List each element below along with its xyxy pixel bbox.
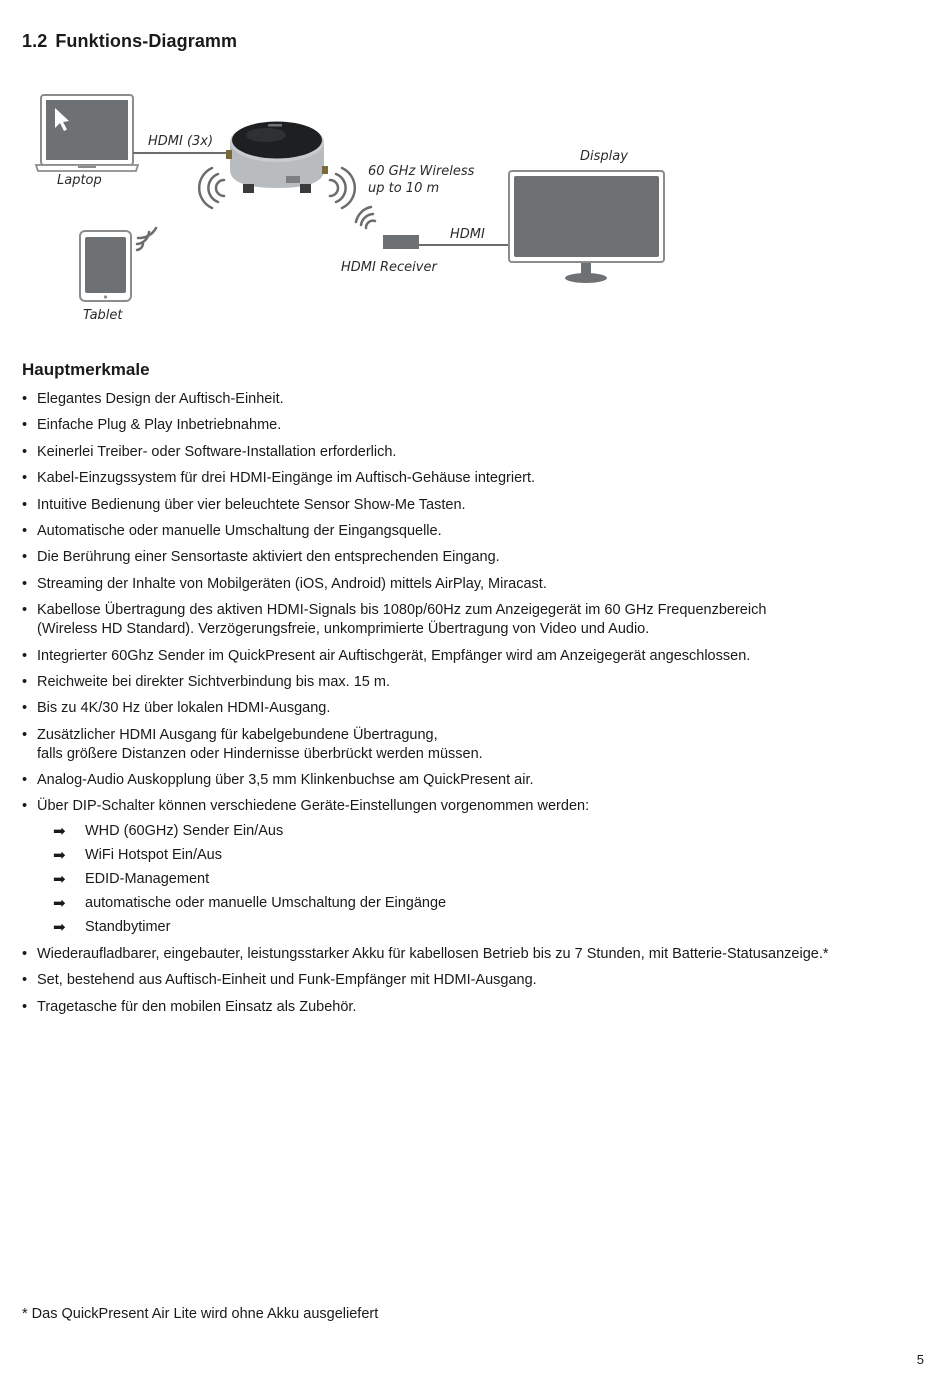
hub-wireless-left-icon <box>199 168 224 208</box>
sub-list-item-text: automatische oder manuelle Umschaltung der Eingänge <box>85 895 447 912</box>
sub-list-item <box>37 918 922 937</box>
sub-list-item-text: WHD (60GHz) Sender Ein/Aus <box>85 823 284 840</box>
list-item-text: Über DIP-Schalter können verschiedene Geräte-Einstellungen vorgenommen werden: <box>37 798 590 815</box>
footnote: * Das QuickPresent Air Lite wird ohne Akku ausgeliefert <box>22 1306 379 1322</box>
sub-list-item-text: EDID-Management <box>85 871 210 888</box>
arrow-right-icon: ➡ <box>53 895 66 913</box>
arrow-right-icon: ➡ <box>53 871 66 889</box>
label-laptop: Laptop <box>57 173 102 188</box>
section-number: 1.2 <box>22 31 48 51</box>
list-item: • Elegantes Design der Auftisch-Einheit. <box>22 390 922 409</box>
arrow-right-icon: ➡ <box>53 823 66 841</box>
label-hdmi: HDMI <box>450 227 485 242</box>
tablet-wireless-icon <box>137 228 156 250</box>
list-item: • Reichweite bei direkter Sichtverbindung bis max. 15 m. <box>22 673 922 692</box>
list-item <box>22 797 922 937</box>
hdmi-receiver-icon <box>383 235 419 249</box>
list-item: • Streaming der Inhalte von Mobilgeräten (iOS, Android) mittels AirPlay, Miracast. <box>22 575 922 594</box>
display-icon <box>509 171 664 283</box>
list-item: • Intuitive Bedienung über vier beleuchtete Sensor Show-Me Tasten. <box>22 496 922 515</box>
receiver-wireless-icon <box>356 207 375 228</box>
page-number: 5 <box>916 1352 924 1367</box>
label-wireless-line2: up to 10 m <box>368 181 440 196</box>
sub-list-item-text: Standbytimer <box>85 919 171 936</box>
list-item: • Keinerlei Treiber- oder Software-Installation erforderlich. <box>22 443 922 462</box>
list-item: • Die Berührung einer Sensortaste aktiviert den entsprechenden Eingang. <box>22 548 922 567</box>
list-item-line: Zusätzlicher HDMI Ausgang für kabelgebundene Übertragung, <box>37 726 438 743</box>
list-item <box>22 726 922 764</box>
list-item: • Analog-Audio Auskopplung über 3,5 mm Klinkenbuchse am QuickPresent air. <box>22 771 922 790</box>
arrow-right-icon: ➡ <box>53 919 66 937</box>
section-title: Funktions-Diagramm <box>55 31 238 51</box>
list-item: • Kabel-Einzugssystem für drei HDMI-Eingänge im Auftisch-Gehäuse integriert. <box>22 469 922 488</box>
sub-list-item-text: WiFi Hotspot Ein/Aus <box>85 847 222 864</box>
list-item-line: Kabellose Übertragung des aktiven HDMI-Signals bis 1080p/60Hz zum Anzeigegerät im 60 GHz Frequenzbereich <box>37 602 767 619</box>
arrow-right-icon: ➡ <box>53 847 66 865</box>
list-item: • Einfache Plug & Play Inbetriebnahme. <box>22 416 922 435</box>
sub-list-item <box>37 846 922 865</box>
sub-list-item <box>37 894 922 913</box>
list-item: • Set, bestehend aus Auftisch-Einheit und Funk-Empfänger mit HDMI-Ausgang. <box>22 971 922 990</box>
list-item-line: falls größere Distanzen oder Hindernisse überbrückt werden müssen. <box>37 745 483 762</box>
features-title: Hauptmerkmale <box>22 360 150 379</box>
list-item <box>22 601 922 639</box>
features-list <box>22 390 922 1024</box>
dip-switch-list <box>37 822 922 937</box>
label-hdmi-receiver: HDMI Receiver <box>341 260 437 275</box>
label-display: Display <box>580 149 628 164</box>
section-heading <box>22 31 237 52</box>
sub-list-item <box>37 822 922 841</box>
label-wireless-line1: 60 GHz Wireless <box>368 164 475 179</box>
sub-list-item <box>37 870 922 889</box>
list-item: • Tragetasche für den mobilen Einsatz als Zubehör. <box>22 998 922 1017</box>
list-item: • Bis zu 4K/30 Hz über lokalen HDMI-Ausgang. <box>22 699 922 718</box>
diagram-graphics <box>0 80 700 340</box>
laptop-icon <box>36 95 138 171</box>
function-diagram <box>0 80 700 340</box>
quickpresent-hub-icon <box>226 122 328 194</box>
hub-wireless-right-icon <box>330 168 355 208</box>
list-item-line: (Wireless HD Standard). Verzögerungsfreie, unkomprimierte Übertragung von Video und Audio. <box>37 621 650 638</box>
tablet-icon <box>80 231 131 301</box>
label-hdmi-3x: HDMI (3x) <box>148 134 214 149</box>
list-item: • Wiederaufladbarer, eingebauter, leistungsstarker Akku für kabellosen Betrieb bis zu 7 Stunden, mit Batterie-Statusanzeige.* <box>22 945 922 964</box>
list-item: • Integrierter 60Ghz Sender im QuickPresent air Auftischgerät, Empfänger wird am Anzeigegerät angeschlossen. <box>22 647 922 666</box>
label-tablet: Tablet <box>83 308 123 323</box>
list-item: • Automatische oder manuelle Umschaltung der Eingangsquelle. <box>22 522 922 541</box>
